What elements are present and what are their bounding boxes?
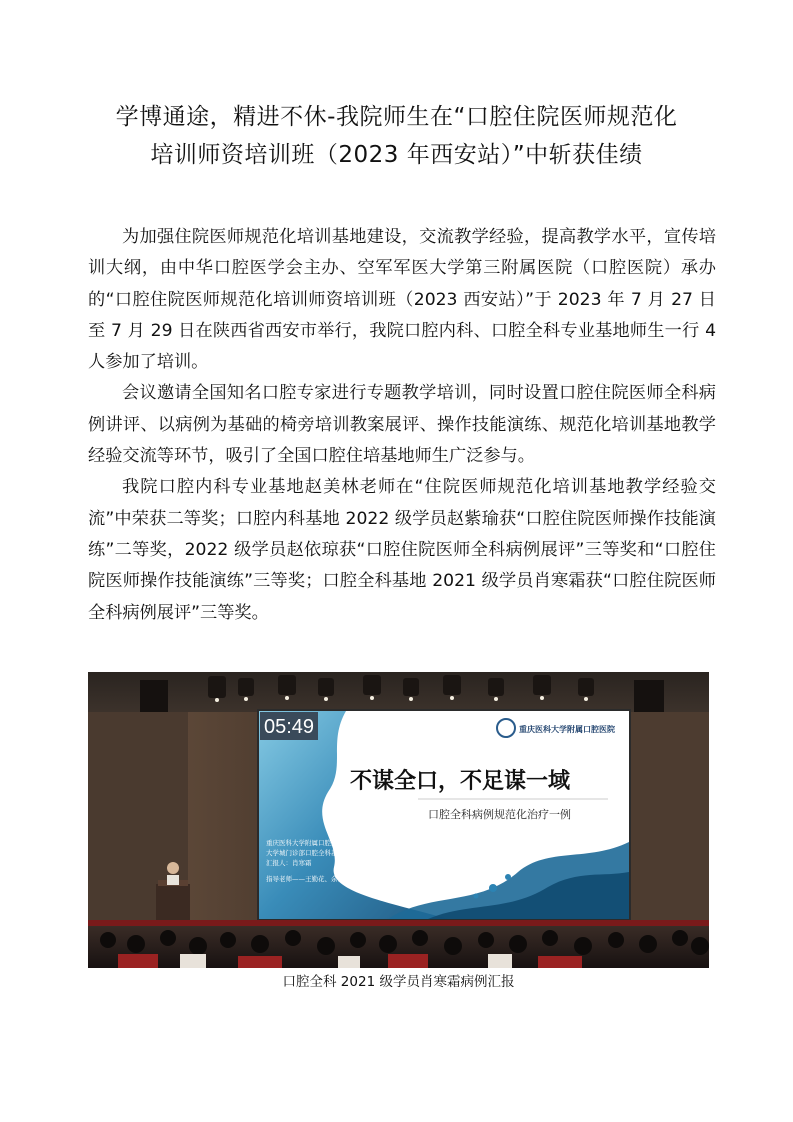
document-body [88,222,716,629]
screen-info-line-2: 大学城门诊部口腔全科基地 [266,849,344,857]
document-title [70,98,723,174]
screen-info-line-4: 指导老师——王勤花、余云波、赵美林 [266,875,377,883]
photo-caption: 口腔全科 2021 级学员肖寒霜病例汇报 [282,974,515,990]
photo-illustration [88,672,709,968]
title-line-1: 学博通途，精进不休-我院师生在“口腔住院医师规范化 [115,104,678,130]
event-photo [88,672,709,968]
paragraph-3: 我院口腔内科专业基地赵美林老师在“住院医师规范化培训基地教学经验交流”中荣获二等奖；口腔内科基地 2022 级学员赵紫瑜获“口腔住院医师操作技能演练”二等奖，2022 级学员赵依琼获“口腔住院医师全科病例展评”三等奖和“口腔住院医师操作技能演练”三等奖；口腔全科基地 2021 级学员肖寒霜获“口腔住院医师全科病例展评”三等奖。 [88,477,716,623]
screen-timer: 05:49 [263,716,315,738]
screen-info-line-1: 重庆医科大学附属口腔医院 [266,839,344,847]
screen-main-title: 不谋全口，不足谋一域 [350,769,571,794]
screen-info-line-3: 汇报人：肖寒霜 [266,859,312,867]
paragraph-2: 会议邀请全国知名口腔专家进行专题教学培训，同时设置口腔住院医师全科病例讲评、以病例为基础的椅旁培训教案展评、操作技能演练、规范化培训基地教学经验交流等环节，吸引了全国口腔住培基地师生广泛参与。 [88,383,716,467]
paragraph-1: 为加强住院医师规范化培训基地建设，交流教学经验，提高教学水平，宣传培训大纲，由中华口腔医学会主办、空军军医大学第三附属医院（口腔医院）承办的“口腔住院医师规范化培训师资培训班（2023 西安站）”于 2023 年 7 月 27 日至 7 月 29 日在陕西省西安市举行，我院口腔内科、口腔全科专业基地师生一行 4 人参加了培训。 [88,227,716,373]
screen-subtitle: 口腔全科病例规范化治疗一例 [428,808,571,821]
title-line-2: 培训师资培训班（2023 年西安站）”中斩获佳绩 [150,142,643,168]
screen-logo-text: 重庆医科大学附属口腔医院 [519,725,615,734]
